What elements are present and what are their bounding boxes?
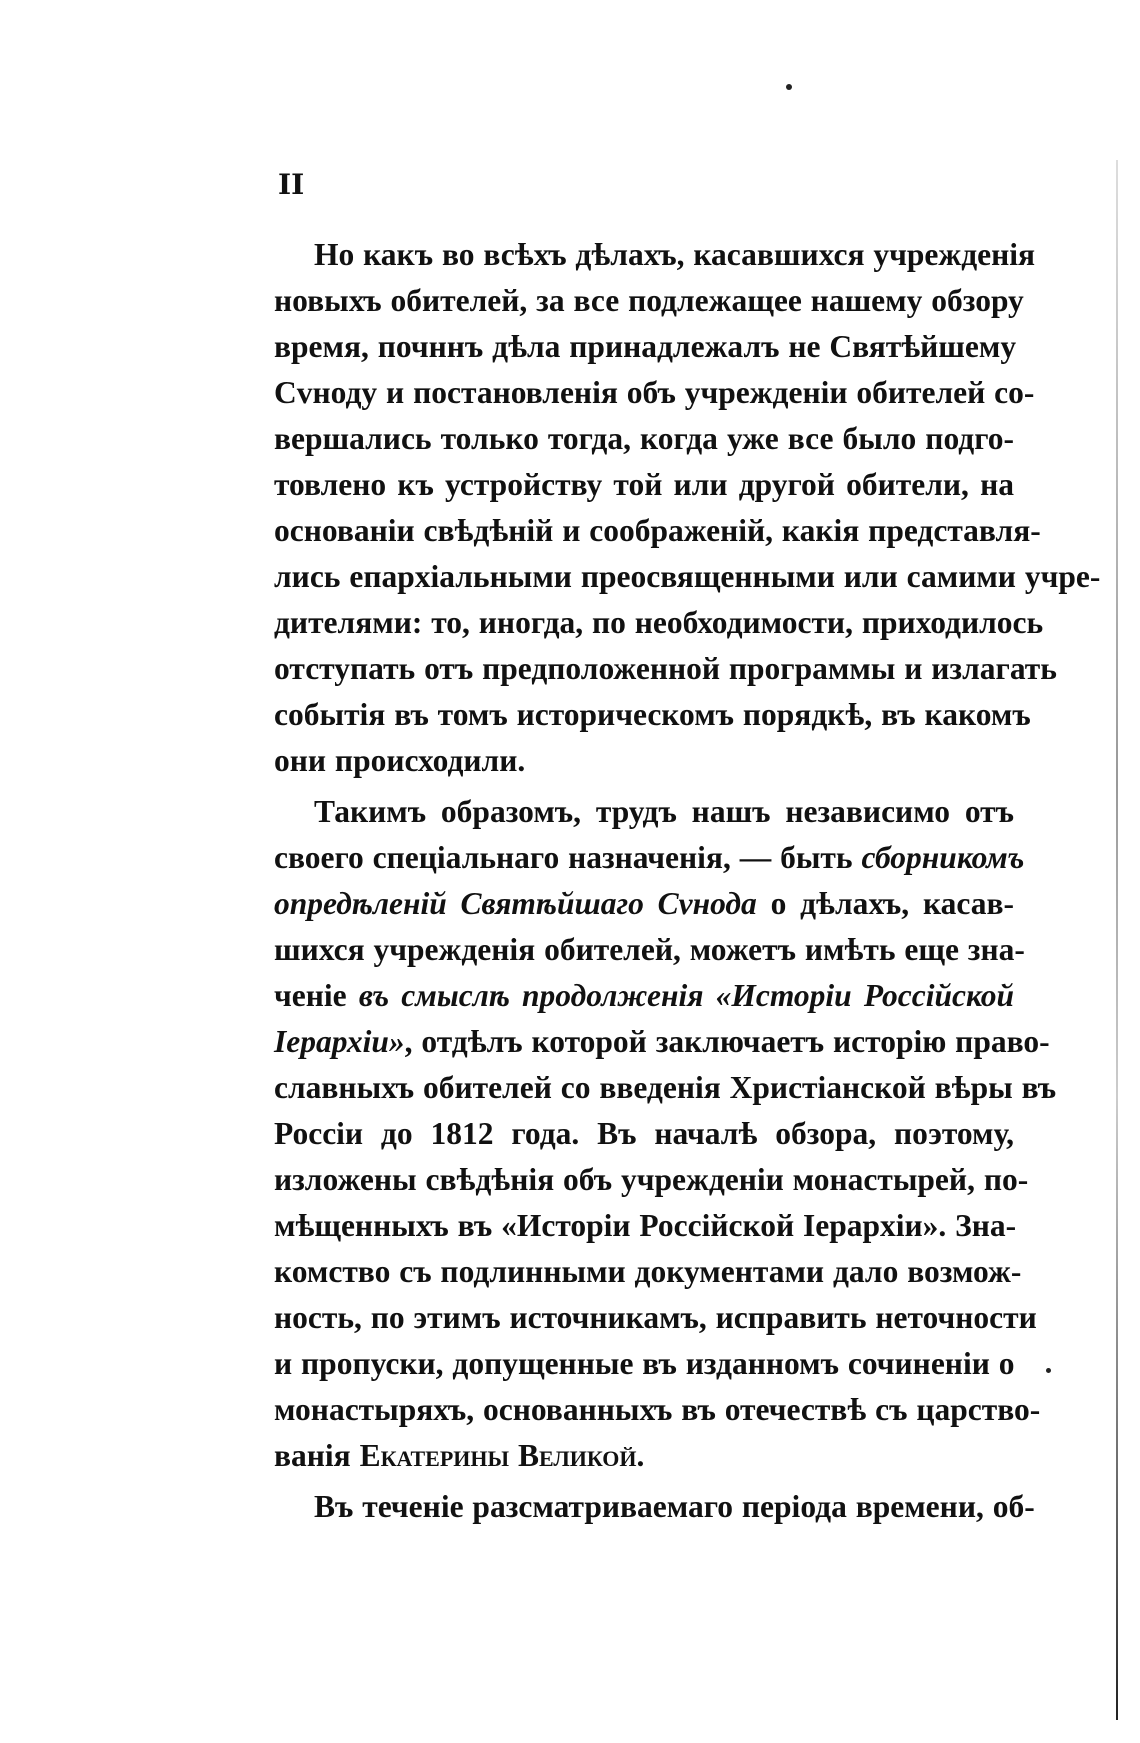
italic-run: Іерархіи»	[274, 1024, 405, 1059]
italic-run: опредѣленій Святѣйшаго Сνнода	[274, 886, 757, 921]
small-caps-run: Екатерины Великой	[359, 1438, 637, 1473]
text-line: вершались только тогда, когда уже все было подго-	[274, 421, 1014, 456]
text-run: ченіе	[274, 978, 359, 1013]
italic-run: въ смыслѣ продолженія «Исторіи Россійской	[358, 978, 1014, 1013]
text-line: славныхъ обителей со введенія Христіанской вѣры въ	[274, 1070, 1057, 1105]
text-line	[274, 973, 1014, 1019]
text-line: Но какъ во всѣхъ дѣлахъ, касавшихся учрежденія	[314, 237, 1036, 272]
text-line: событія въ томъ историческомъ порядкѣ, въ какомъ	[274, 697, 1031, 732]
text-line: комство съ подлинными документами дало возмож-	[274, 1254, 1022, 1289]
text-run: .	[636, 1438, 645, 1473]
text-line: и пропуски, допущенные въ изданномъ сочиненіи о	[274, 1346, 1015, 1381]
text-line: Такимъ образомъ, трудъ нашъ независимо отъ	[314, 794, 1014, 829]
text-run: своего спеціальнаго назначенія, — быть	[274, 840, 862, 875]
body-text	[274, 232, 1101, 1530]
text-line: Сvноду и постановленія объ учрежденіи обителей со-	[274, 375, 1035, 410]
page-number: II	[278, 168, 305, 201]
text-line	[274, 1019, 1050, 1065]
text-line: новыхъ обителей, за все подлежащее нашему обзору	[274, 283, 1024, 318]
text-line: изложены свѣдѣнія объ учрежденіи монастырей, по-	[274, 1162, 1029, 1197]
text-line: мѣщенныхъ въ «Исторіи Россійской Іерархіи». Зна-	[274, 1208, 1017, 1243]
ink-speck	[1046, 1368, 1051, 1373]
page-edge-line	[1116, 160, 1118, 1720]
text-line: Россіи до 1812 года. Въ началѣ обзора, поэтому,	[274, 1116, 1014, 1151]
italic-run: сборникомъ	[861, 840, 1025, 875]
text-run: ванія	[274, 1438, 360, 1473]
text-line	[274, 1433, 1014, 1479]
paragraph-2	[274, 789, 1057, 1479]
text-line: отступать отъ предположенной программы и излагать	[274, 651, 1057, 686]
text-line: товлено къ устройству той или другой обители, на	[274, 467, 1014, 502]
text-run: , отдѣлъ которой заключаетъ исторію право-	[404, 1024, 1050, 1059]
text-line: дителями: то, иногда, по необходимости, приходилось	[274, 605, 1044, 640]
text-line: они происходили.	[274, 743, 526, 778]
text-line: монастыряхъ, основанныхъ въ отечествѣ съ царство-	[274, 1392, 1041, 1427]
text-line: шихся учрежденія обителей, можетъ имѣть еще зна-	[274, 932, 1025, 967]
ink-speck	[786, 84, 792, 90]
paragraph-3	[274, 1484, 1035, 1530]
text-line: ность, по этимъ источникамъ, исправить неточности	[274, 1300, 1037, 1335]
text-line: основаніи свѣдѣній и соображеній, какія представля-	[274, 513, 1041, 548]
text-line: время, почннъ дѣла принадлежалъ не Святѣйшему	[274, 329, 1017, 364]
text-line	[274, 835, 1025, 881]
text-line: Въ теченіе разсматриваемаго періода времени, об-	[314, 1489, 1035, 1524]
text-line: лись епархіальными преосвященными или самими учре-	[274, 559, 1101, 594]
text-line	[274, 881, 1014, 927]
text-run: о дѣлахъ, касав-	[756, 886, 1014, 921]
paragraph-1	[274, 232, 1101, 784]
